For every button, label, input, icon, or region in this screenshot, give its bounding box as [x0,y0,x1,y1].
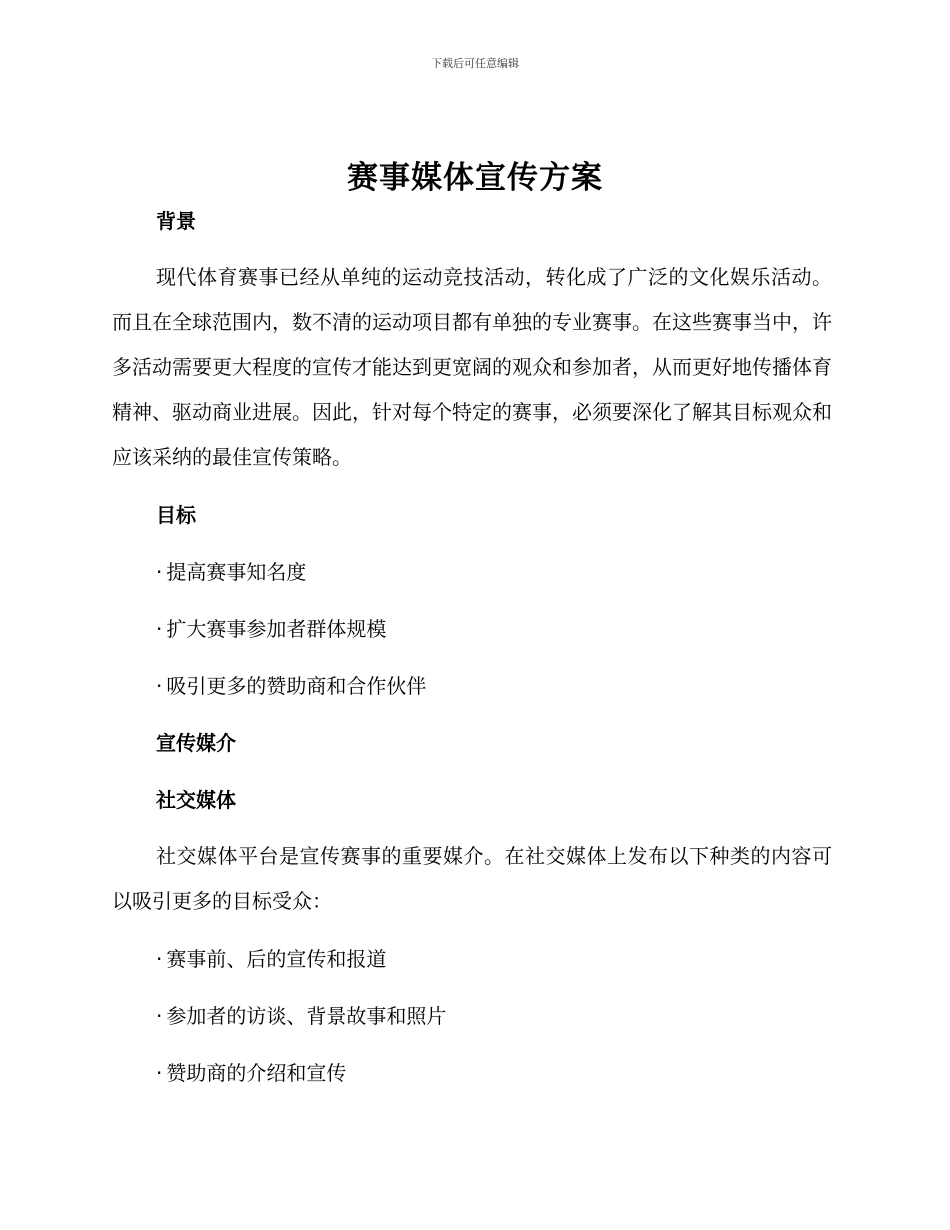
header-note: 下载后可任意编辑 [431,57,519,70]
bullet-icon: · [156,674,163,698]
goal-item-text: 扩大赛事参加者群体规模 [166,617,387,641]
section-heading-goals: 目标 [156,503,196,527]
section-heading-media: 宣传媒介 [156,731,236,755]
bullet-icon: · [156,617,163,641]
goal-list-item [112,663,832,720]
section-heading-background: 背景 [156,209,196,233]
bullet-icon: · [156,1004,163,1028]
goal-item-text: 吸引更多的赞助商和合作伙伴 [166,674,427,698]
social-item-text: 参加者的访谈、背景故事和照片 [166,1004,447,1028]
section-heading-social: 社交媒体 [156,788,236,812]
background-paragraph: 现代体育赛事已经从单纯的运动竞技活动，转化成了广泛的文化娱乐活动。而且在全球范围内，数不清的运动项目都有单独的专业赛事。在这些赛事当中，许多活动需要更大程度的宣传才能达到更宽阔的观众和参加者，从而更好地传播体育精神、驱动商业进展。因此，针对每个特定的赛事，必须要深化了解其目标观众和应该采纳的最佳宣传策略。 [112,265,832,469]
social-list-item [112,993,832,1050]
bullet-icon: · [156,560,163,584]
social-list-item [112,1050,832,1107]
social-item-text: 赞助商的介绍和宣传 [166,1061,347,1085]
document-title: 赛事媒体宣传方案 [347,160,603,196]
bullet-icon: · [156,947,163,971]
goal-item-text: 提高赛事知名度 [166,560,307,584]
document-body [112,198,832,1107]
bullet-icon: · [156,1061,163,1085]
goal-list-item [112,549,832,606]
social-item-text: 赛事前、后的宣传和报道 [166,947,387,971]
social-list-item [112,936,832,993]
social-paragraph: 社交媒体平台是宣传赛事的重要媒介。在社交媒体上发布以下种类的内容可以吸引更多的目标受众： [112,844,832,913]
goal-list-item [112,606,832,663]
